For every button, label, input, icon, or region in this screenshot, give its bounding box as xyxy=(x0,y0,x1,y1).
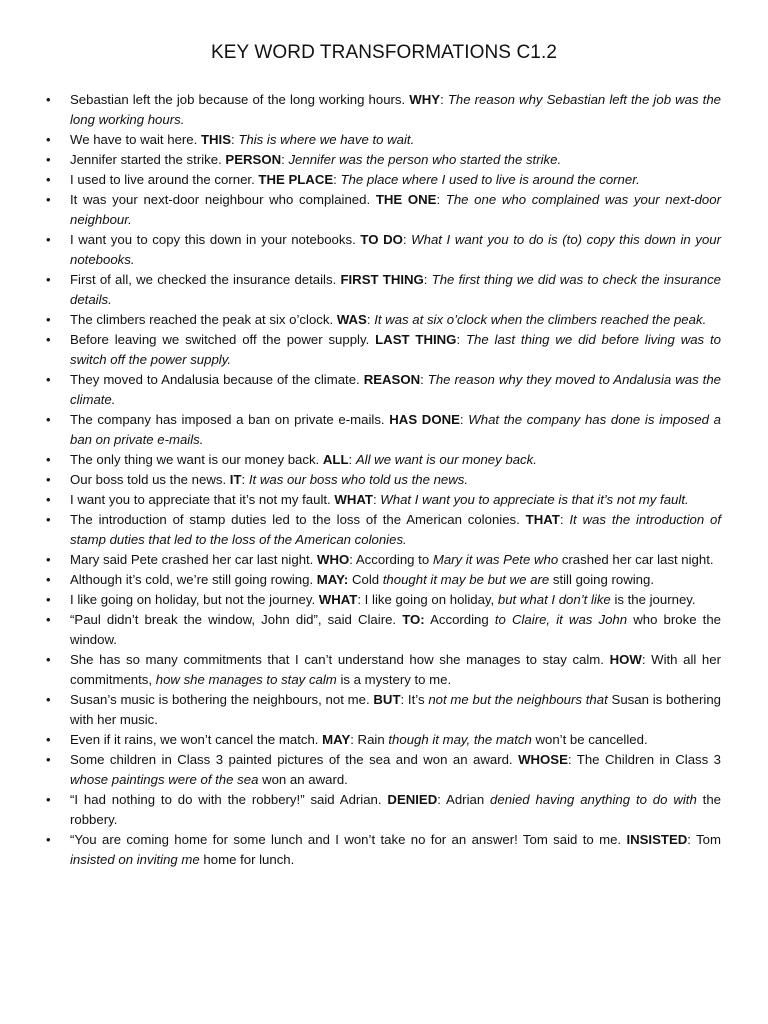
transformations-list xyxy=(0,90,768,870)
sentence-text: I used to live around the corner. xyxy=(70,172,259,187)
key-word: WHAT xyxy=(318,592,358,607)
answer-text: though it may, the match xyxy=(388,732,532,747)
answer-text: The place where I used to live is around the corner. xyxy=(340,172,640,187)
list-item xyxy=(0,310,721,330)
list-item xyxy=(0,570,721,590)
answer-text: The last thing we did before living was to switch off the power supply. xyxy=(70,332,721,367)
key-word: BUT xyxy=(373,692,401,707)
bullet-icon: • xyxy=(46,572,51,587)
key-word: HOW xyxy=(609,652,642,667)
sentence-text: Susan’s music is bothering the neighbours, not me. xyxy=(70,692,374,707)
list-item xyxy=(0,790,721,830)
list-item xyxy=(0,370,721,410)
answer-text: but what I don’t like xyxy=(497,592,611,607)
sentence-text: According xyxy=(424,612,495,627)
sentence-text: : xyxy=(241,472,249,487)
list-item xyxy=(0,90,721,130)
sentence-text: the robbery. xyxy=(70,792,721,827)
bullet-icon: • xyxy=(46,132,51,147)
sentence-text: : Adrian xyxy=(437,792,491,807)
answer-text: thought it may be but we are xyxy=(382,572,550,587)
sentence-text: : According to xyxy=(349,552,433,567)
bullet-icon: • xyxy=(46,652,51,667)
sentence-text: The climbers reached the peak at six o’clock. xyxy=(70,312,337,327)
sentence-text: Jennifer started the strike. xyxy=(70,152,226,167)
bullet-icon: • xyxy=(46,512,51,527)
sentence-text: Susan is bothering with her music. xyxy=(70,692,721,727)
list-item xyxy=(0,270,721,310)
key-word: MAY: xyxy=(316,572,349,587)
sentence-text: is a mystery to me. xyxy=(336,672,452,687)
answer-text: All we want is our money back. xyxy=(355,452,537,467)
sentence-text: crashed her car last night. xyxy=(558,552,714,567)
sentence-text: “You are coming home for some lunch and I won’t take no for an answer! Tom said to me. xyxy=(70,832,627,847)
sentence-text: : xyxy=(423,272,432,287)
answer-text: to Claire, it was John xyxy=(494,612,628,627)
sentence-text: : xyxy=(231,132,239,147)
sentence-text: “I had nothing to do with the robbery!” said Adrian. xyxy=(70,792,388,807)
answer-text: insisted on inviting me xyxy=(70,852,200,867)
sentence-text: : It’s xyxy=(400,692,429,707)
sentence-text: : Rain xyxy=(350,732,389,747)
bullet-icon: • xyxy=(46,732,51,747)
sentence-text: Before leaving we switched off the power supply. xyxy=(70,332,376,347)
bullet-icon: • xyxy=(46,832,51,847)
bullet-icon: • xyxy=(46,372,51,387)
key-word: INSISTED xyxy=(626,832,688,847)
list-item xyxy=(0,550,721,570)
list-item xyxy=(0,150,721,170)
answer-text: how she manages to stay calm xyxy=(155,672,337,687)
sentence-text: : xyxy=(459,412,469,427)
key-word: LAST THING xyxy=(375,332,457,347)
key-word: THE PLACE xyxy=(258,172,334,187)
list-item xyxy=(0,470,721,490)
sentence-text: I want you to copy this down in your notebooks. xyxy=(70,232,361,247)
key-word: ALL xyxy=(322,452,349,467)
sentence-text: I like going on holiday, but not the journey. xyxy=(70,592,319,607)
bullet-icon: • xyxy=(46,752,51,767)
sentence-text: : xyxy=(456,332,466,347)
list-item xyxy=(0,590,721,610)
bullet-icon: • xyxy=(46,192,51,207)
answer-text: whose paintings were of the sea xyxy=(70,772,259,787)
answer-text: It was our boss who told us the news. xyxy=(248,472,469,487)
bullet-icon: • xyxy=(46,612,51,627)
answer-text: This is where we have to wait. xyxy=(238,132,415,147)
sentence-text: : xyxy=(440,92,448,107)
page-title: KEY WORD TRANSFORMATIONS C1.2 xyxy=(210,42,557,63)
bullet-icon: • xyxy=(46,312,51,327)
key-word: THAT xyxy=(525,512,560,527)
sentence-text: : xyxy=(366,312,375,327)
list-item xyxy=(0,230,721,270)
sentence-text: home for lunch. xyxy=(199,852,295,867)
key-word: TO DO xyxy=(360,232,403,247)
sentence-text: Although it’s cold, we’re still going rowing. xyxy=(70,572,317,587)
bullet-icon: • xyxy=(46,692,51,707)
sentence-text: : The Children in Class 3 xyxy=(567,752,722,767)
key-word: THE ONE xyxy=(375,192,437,207)
answer-text: The reason why they moved to Andalusia was the climate. xyxy=(70,372,722,407)
list-item xyxy=(0,830,721,870)
key-word: REASON xyxy=(363,372,421,387)
bullet-icon: • xyxy=(46,452,51,467)
answer-text: It was the introduction of stamp duties that led to the loss of the American colonies. xyxy=(70,512,722,547)
list-item xyxy=(0,490,721,510)
bullet-icon: • xyxy=(46,172,51,187)
sentence-text: The company has imposed a ban on private e-mails. xyxy=(70,412,390,427)
sentence-text: : xyxy=(348,452,356,467)
key-word: FIRST THING xyxy=(340,272,424,287)
answer-text: denied having anything to do with xyxy=(490,792,697,807)
sentence-text: The introduction of stamp duties led to the loss of the American colonies. xyxy=(70,512,526,527)
answer-text: Mary it was Pete who xyxy=(432,552,559,567)
sentence-text: It was your next-door neighbour who complained. xyxy=(70,192,376,207)
sentence-text: First of all, we checked the insurance details. xyxy=(70,272,341,287)
sentence-text: is the journey. xyxy=(610,592,696,607)
sentence-text: : xyxy=(333,172,341,187)
sentence-text: We have to wait here. xyxy=(70,132,201,147)
list-item xyxy=(0,190,721,230)
bullet-icon: • xyxy=(46,272,51,287)
list-item xyxy=(0,410,721,450)
list-item xyxy=(0,750,721,790)
key-word: THIS xyxy=(200,132,232,147)
list-item xyxy=(0,610,721,650)
sentence-text: still going rowing. xyxy=(549,572,655,587)
sentence-text: : xyxy=(402,232,412,247)
sentence-text: I want you to appreciate that it’s not my fault. xyxy=(70,492,335,507)
answer-text: What I want you to appreciate is that it’s not my fault. xyxy=(380,492,689,507)
sentence-text: Some children in Class 3 painted pictures of the sea and won an award. xyxy=(70,752,519,767)
sentence-text: Our boss told us the news. xyxy=(70,472,230,487)
key-word: DENIED xyxy=(387,792,438,807)
sentence-text: Cold xyxy=(348,572,383,587)
key-word: WHOSE xyxy=(518,752,568,767)
sentence-text: won’t be cancelled. xyxy=(531,732,648,747)
key-word: WHO xyxy=(317,552,350,567)
sentence-text: Even if it rains, we won’t cancel the match. xyxy=(70,732,323,747)
answer-text: What the company has done is imposed a ban on private e-mails. xyxy=(70,412,722,447)
key-word: WHY xyxy=(409,92,441,107)
sentence-text: : I like going on holiday, xyxy=(357,592,498,607)
list-item xyxy=(0,130,721,150)
bullet-icon: • xyxy=(46,152,51,167)
bullet-icon: • xyxy=(46,492,51,507)
answer-text: What I want you to do is (to) copy this down in your notebooks. xyxy=(70,232,722,267)
sentence-text: Sebastian left the job because of the long working hours. xyxy=(70,92,410,107)
key-word: WHAT xyxy=(334,492,373,507)
key-word: WAS xyxy=(336,312,367,327)
sentence-text: won an award. xyxy=(258,772,348,787)
bullet-icon: • xyxy=(46,592,51,607)
key-word: HAS DONE xyxy=(389,412,460,427)
key-word: MAY xyxy=(322,732,351,747)
sentence-text: “Paul didn’t break the window, John did”, said Claire. xyxy=(70,612,403,627)
sentence-text: Mary said Pete crashed her car last night. xyxy=(70,552,318,567)
sentence-text: : With all her commitments, xyxy=(70,652,721,687)
bullet-icon: • xyxy=(46,552,51,567)
key-word: PERSON xyxy=(225,152,282,167)
bullet-icon: • xyxy=(46,792,51,807)
key-word: TO: xyxy=(402,612,425,627)
list-item xyxy=(0,510,721,550)
bullet-icon: • xyxy=(46,472,51,487)
answer-text: It was at six o’clock when the climbers reached the peak. xyxy=(374,312,707,327)
list-item xyxy=(0,450,721,470)
answer-text: The first thing we did was to check the insurance details. xyxy=(70,272,721,307)
sentence-text: : xyxy=(559,512,570,527)
bullet-icon: • xyxy=(46,332,51,347)
list-item xyxy=(0,170,721,190)
sentence-text: She has so many commitments that I can’t understand how she manages to stay calm. xyxy=(70,652,610,667)
answer-text: not me but the neighbours that xyxy=(428,692,608,707)
bullet-icon: • xyxy=(46,412,51,427)
sentence-text: : xyxy=(281,152,289,167)
sentence-text: : xyxy=(420,372,428,387)
key-word: IT xyxy=(229,472,242,487)
sentence-text: : xyxy=(436,192,446,207)
list-item xyxy=(0,730,721,750)
sentence-text: : Tom xyxy=(687,832,721,847)
bullet-icon: • xyxy=(46,232,51,247)
sentence-text: : xyxy=(372,492,381,507)
answer-text: The reason why Sebastian left the job was the long working hours. xyxy=(70,92,721,127)
list-item xyxy=(0,690,721,730)
answer-text: Jennifer was the person who started the strike. xyxy=(288,152,562,167)
answer-text: The one who complained was your next-door neighbour. xyxy=(70,192,721,227)
sentence-text: They moved to Andalusia because of the climate. xyxy=(70,372,364,387)
sentence-text: The only thing we want is our money back. xyxy=(70,452,323,467)
bullet-icon: • xyxy=(46,92,51,107)
sentence-text: who broke the window. xyxy=(70,612,721,647)
list-item xyxy=(0,330,721,370)
list-item xyxy=(0,650,721,690)
